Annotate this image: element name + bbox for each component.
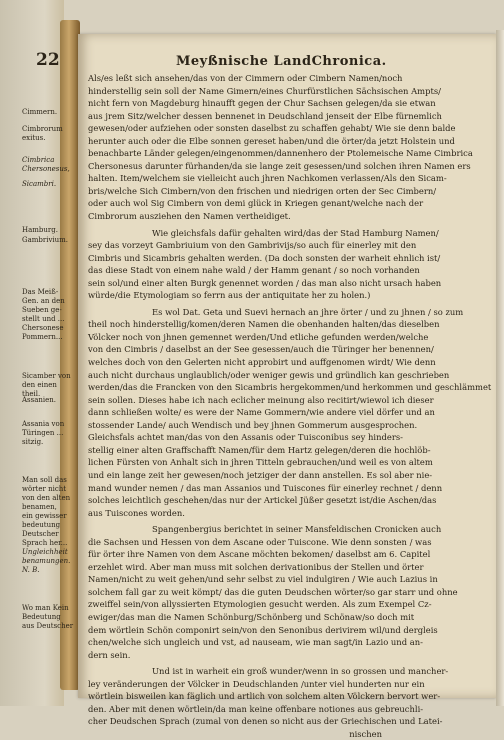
margin-note-line: stellt und ... [22,315,65,323]
margin-note [22,125,86,143]
margin-note-line: Hamburg. [22,226,58,234]
margin-note-line: von den alten [22,494,71,502]
margin-note [22,420,86,447]
margin-note [22,372,86,399]
text-line: stellig einer alten Graffschafft Namen/für dem Hartz gelegen/deren die hochlöb- [88,444,431,455]
text-line: dern sein. [88,649,131,660]
margin-note-line: Sicambri. [22,180,57,188]
text-line: oder auch wol Sig Cimbern von demi glück in Kriegen genant/welche nach der [88,198,424,209]
text-line: halten. Item/welchem sie vielleicht auch jhren Nachkomen verlassen/Als den Sicam- [88,173,447,184]
margin-note-line: wörter nicht [22,485,67,493]
text-line: Chersonesus darunter fürhanden/da sie lange zeit gesessen/und solchen ihren Namen ers [88,160,471,171]
margin-note-line: Chersonesus, [22,165,70,173]
running-head: Meyßnische LandChronica. [176,54,387,69]
text-line: dem wörtlein Schön componirt sein/von den Senonibus derivirem wil/und dergleis [88,624,438,635]
text-line: welches doch von den Gelerten nicht approbirt und auffgenomen wirdt/ Wie denn [88,357,436,368]
text-line: Als/es leßt sich ansehen/das von der Cimmern oder Cimbern Namen/noch [88,73,403,83]
text-line: stossender Lande/ auch Wendisch und bey jhnen Gommerum ausgesprochen. [88,419,418,430]
text-line: Völcker noch von jhnen gemennet werden/Und etliche gefunden werden/welche [88,331,429,342]
text-line: für örter ihre Namen von dem Ascane möchten bekomen/ daselbst am 6. Capitel [88,549,431,560]
text-line: Es wol Dat. Geta und Suevi hernach an jhre örter / und zu jhnen / so zum [152,306,464,317]
margin-note-line: Man soll das [22,476,67,484]
margin-note-line: den einen [22,381,57,389]
margin-note-line: Gambrivium. [22,236,69,244]
text-line: Wie gleichsfals dafür gehalten wird/das der Stad Hamburg Namen/ [152,227,439,238]
margin-note-line: aus Deutscher [22,622,74,630]
margin-note-line: Das Meiß- [22,288,59,296]
margin-note-line: Deutscher [22,530,59,538]
text-line: solchem fall gar zu weit kömpt/ das die guten Deudschen wörter/so gar starr und ohne [88,586,458,597]
margin-note [22,108,86,117]
margin-note [22,180,86,189]
text-line: zweiffel sein/von allyssierten Etymologien gesucht werden. Als zum Exempel Cz- [88,599,432,610]
text-line: gewesen/oder aufziehen oder sonsten daselbst zu schaffen gehabt/ Wie sie denn balde [88,123,456,134]
margin-note-line: Pommern... [22,333,63,341]
right-page-edge [496,30,504,706]
text-line: chen/welche sich ungleich und vst, ad nauseam, wie man sagt/in Lazio und an- [88,637,423,648]
margin-note-line: Chersonese [22,324,64,332]
margin-note-line: Gen. an den [22,297,65,305]
margin-note [22,396,86,405]
margin-note [22,236,86,245]
text-line: theil noch hinderstellig/komen/deren Namen die obenhanden halten/das dieselben [88,319,440,330]
text-line: lichen Fürsten von Anhalt sich in jhren Titteln gebrauchen/und weil es von altem [88,457,433,468]
margin-note-line: sitzig. [22,438,44,446]
margin-note-line: benamen, [22,503,57,511]
text-line: ley veränderungen der Völcker in Deudschlanden /unter viel hunderten nur ein [88,678,425,689]
text-line: werden/das die Francken von den Sicambris hergekommen/und herkommen und geschlämmet [88,382,492,393]
margin-note-line: Türingen ... [22,429,64,437]
margin-note-line: Assania von [22,420,65,428]
text-line: sein sollen. Dieses habe ich nach eclicher meinung also recitirt/wiewol ich dieser [88,394,434,405]
margin-note-line: theil. [22,390,41,398]
text-line: hinderstellig sein soll der Name Gimern/eines Churfürstlichen Sächsischen Ampts/ [88,85,441,96]
margin-note-line: Sueben ge- [22,306,62,314]
text-line: würde/die Etymologiam so ferrn aus der antiquitate her zu holen.) [88,290,371,301]
text-line: Und ist in warheit ein groß wunder/wenn in so grossen und mancher- [152,666,449,677]
text-line: das diese Stadt von einem nahe wald / der Hamm genant / so noch vorhanden [88,265,420,276]
margin-note [22,548,86,575]
margin-note-line: Assanien. [22,396,57,404]
text-line: und ein lange zeit her gewesen/noch jetziger der dann anstellen. Es sol aber nie- [88,469,433,480]
text-line: wörtlein bisweilen kan fäglich und artlich von solchem alten Völckern bervort wer- [88,691,441,702]
text-line: den. Aber mit denen wörtlein/da man keine offenbare notiones aus gebreuchli- [88,703,424,714]
text-line: ewiger/das man die Namen Schönburg/Schönberg und Schönaw/so doch mit [88,611,415,622]
margin-note-line: Wo man Kein [22,604,69,612]
margin-note-line: benamungen. [22,557,71,565]
text-line: solches leichtlich geschehen/das nur der Artickel Jüßer gesetzt ist/die Aschen/das [88,495,437,506]
text-line: nicht fern von Magdeburg hinaufft gegen der Chur Sachsen gelegen/da sie etwan [88,98,436,109]
text-line: von den Cimbris / daselbst an der See gesessen/auch die Türinger her benennen/ [88,344,434,355]
text-line: dann schließen wolte/ es were der Name Gommern/wie andere viel dörfer und an [88,407,435,418]
text-line: benachbarte Länder gelegen/eingenommen/dannenhero der Ptolemeische Name Cimbrica [88,148,473,159]
left-page-edge [0,0,64,706]
text-line: erzehlet wird. Aber man muss mit solchen derivationibus der Stellen und örter [88,561,424,572]
text-line: aus Tuiscones worden. [88,507,185,518]
margin-note-line: Cimbrorum [22,125,63,133]
margin-note-line: Cimbrica [22,156,55,164]
book-spine [60,20,80,690]
text-line: nischen [349,728,382,739]
text-line: Gleichsfals achtet man/das von den Assanis oder Tuisconibus sey hinders- [88,432,403,443]
margin-note [22,156,86,174]
margin-note [22,604,86,631]
body-text [88,72,492,740]
text-line: sey das vorzeyt Gambriuium von den Gambrivijs/so auch für einerley mit den [88,240,417,251]
page-number: 22 [36,50,60,70]
text-line: Cimbrorum ausziehen den Namen vertheidiget. [88,211,291,222]
margin-note-line: Ungleichheit [22,548,68,556]
margin-note-line: N. B. [22,566,40,574]
text-line: sein sol/und einer alten Burgk genennet worden / das man also nicht ursach haben [88,277,442,288]
text-line: mand wunder nemen / das man Assanios und Tuiscones für einerley rechnet / denn [88,482,443,493]
margin-note-line: bedeutung [22,521,61,529]
margin-note [22,288,86,342]
text-line: die Sachsen und Hessen von dem Ascane oder Tuiscone. Wie denn sonsten / was [88,536,432,547]
margin-note-line: Cimmern. [22,108,58,116]
margin-note-line: Bedeutung [22,613,61,621]
text-line: Spangenbergius berichtet in seiner Mansfeldischen Cronicken auch [152,524,442,535]
margin-note-line: Sicamber von [22,372,71,380]
margin-note-line: ein gewisser [22,512,67,520]
text-line: herunter auch oder die Elbe sonnen gereset haben/und die örter/da jetzt Holstein und [88,135,455,146]
text-line: Namen/nicht zu weit gehen/und sehr selbst zu viel indulgiren / Wie auch Lazius in [88,574,438,585]
text-line: cher Deudschen Sprach (zumal von denen so nicht aus der Griechischen und Latei- [88,716,443,727]
text-line: Cimbris und Sicambris gehalten werden. (Da doch sonsten der warheit ehnlich ist/ [88,252,441,263]
text-line: aus jrem Sitz/welcher dessen bennenet in Deudschland jenseit der Elbe fürnemlich [88,110,442,121]
margin-note-line: Sprach her... [22,539,68,547]
text-line: bris/welche Sich Cimbern/von den frischen und niedrigen orten der Sec Cimbern/ [88,185,437,196]
margin-note [22,476,86,548]
margin-note [22,226,86,235]
margin-note-line: exitus. [22,134,46,142]
text-line: auch nicht durchaus unglaublich/oder weniger gewis und gründlich kan geschrieben [88,369,450,380]
